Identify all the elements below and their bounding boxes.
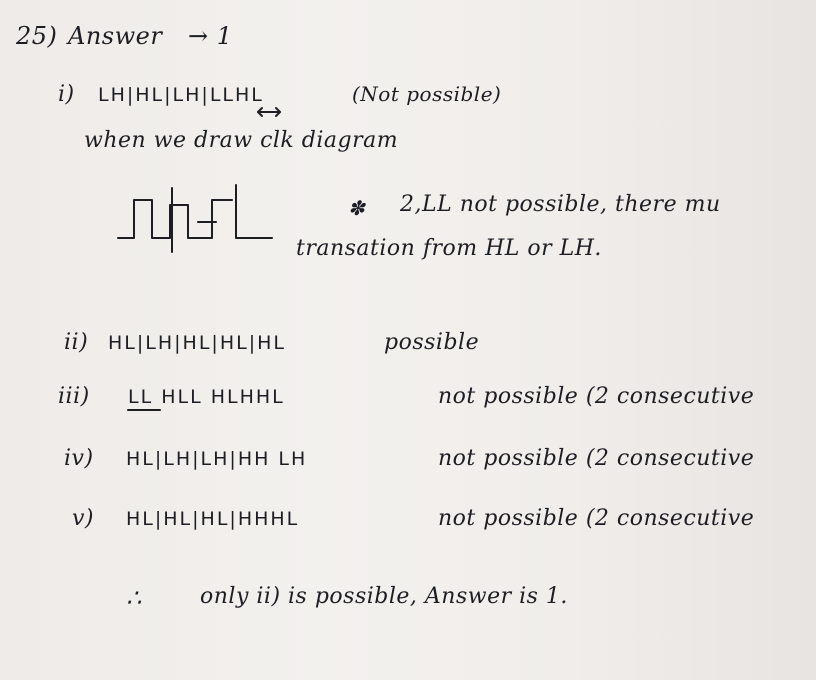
row-v-verdict: not possible (2 consecutive — [438, 506, 755, 531]
row-iii-label: iii) — [58, 384, 90, 409]
row-v-label: v) — [72, 506, 95, 531]
note-line-2: transation from HL or LH. — [296, 236, 602, 261]
conclusion-text: only ii) is possible, Answer is 1. — [200, 584, 568, 609]
row-iv-sequence: HL|LH|LH|HH LH — [126, 448, 308, 470]
part-i-sequence: LH|HL|LH|LLHL — [98, 84, 264, 106]
row-iii-sequence: LL HLL HLHHL — [128, 386, 285, 408]
answer-value: → 1 — [188, 22, 233, 50]
note-bullet: ✽ — [348, 196, 366, 220]
row-ii-label: ii) — [64, 330, 89, 355]
row-ii-sequence: HL|LH|HL|HL|HL — [108, 332, 286, 354]
row-iii-verdict: not possible (2 consecutive — [438, 384, 755, 409]
part-i-label: i) — [58, 82, 75, 107]
therefore-symbol: ∴ — [126, 584, 142, 612]
note-line-1: 2,LL not possible, there mu — [400, 192, 721, 217]
part-i-verdict: (Not possible) — [352, 82, 502, 106]
part-i-note: when we draw clk diagram — [84, 128, 399, 153]
row-ii-verdict: possible — [384, 330, 480, 355]
row-iv-label: iv) — [64, 446, 94, 471]
row-iv-verdict: not possible (2 consecutive — [438, 446, 755, 471]
answer-label: Answer — [68, 22, 163, 50]
row-v-sequence: HL|HL|HL|HHHL — [126, 508, 300, 530]
question-number: 25) — [16, 22, 58, 50]
